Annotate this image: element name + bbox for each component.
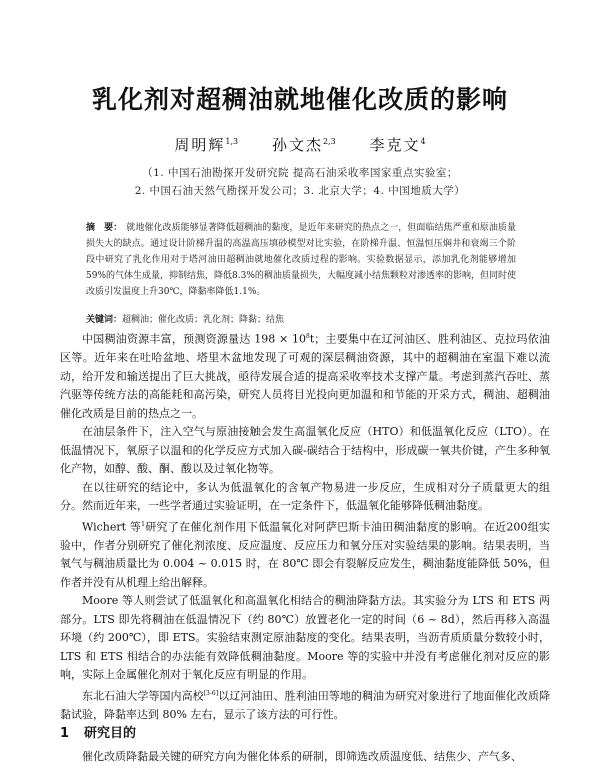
section-number: 1: [60, 726, 70, 741]
paragraph-text: t；主要集中在辽河油区、胜利油区、克拉玛依油区等。近年来在吐哈盆地、塔里木盆地发现了可观的深层稠油资源，其中的超稠油在室温下难以流动，给开发和输送提出了巨大挑战，亟待发展合适的提高采收率技术支撑产量。考虑到蒸汽吞吐、蒸汽驱等传统方法的高能耗和高污染，研究人员将目光投向更加温和和节能的开采方式，稠油、超稠油催化改质是目前的热点之一。: [60, 332, 550, 420]
citation-mark: 1: [141, 520, 145, 528]
abstract: [86, 220, 516, 300]
paragraph-text: Wichert 等: [82, 520, 142, 534]
paragraph: 在油层条件下，注入空气与原油接触会发生高温氧化反应（HTO）和低温氧化反应（LTO）。在低温情况下，氧原子以温和的化学反应方式加入碳-碳结合于结构中，形成碳一氧共价键，产生多种氧化产物，如醇、酸、酮、酸以及过氧化物等。: [60, 425, 550, 476]
author-affil-mark: 4: [420, 137, 426, 146]
paragraph: 催化改质降黏最关键的研究方向为催化体系的研制，即筛选改质温度低、结焦少、产气多、: [82, 750, 522, 763]
paragraph-text: 中国稠油资源丰富，预测资源量达 198 × 10: [82, 332, 306, 346]
paragraph: [60, 685, 550, 725]
keywords-text: 超稠油；催化改质；乳化剂；降黏；结焦: [122, 315, 285, 325]
citation-mark: [3-6]: [203, 689, 219, 697]
author-name: 李克文: [369, 136, 421, 154]
abstract-label: 摘 要：: [86, 223, 123, 233]
affiliation-line-2: 2. 中国石油天然气勘探开发公司；3. 北京大学；4. 中国地质大学）: [134, 185, 466, 197]
author-affil-mark: 2,3: [322, 137, 336, 146]
keywords: [86, 312, 516, 325]
body-text: [60, 328, 550, 724]
keywords-label: 关键词：: [86, 315, 123, 325]
paper-title: 乳化剂对超稠油就地催化改质的影响: [91, 85, 508, 114]
author-name: 周明辉: [174, 136, 226, 154]
author-affil-mark: 1,3: [225, 137, 239, 146]
paragraph: [60, 516, 550, 593]
exponent: 8: [305, 333, 310, 340]
paragraph: 在以往研究的结论中，多认为低温氧化的含氧产物易进一步反应，生成相对分子质量更大的组分。然而近年来，一些学者通过实验证明，在一定条件下，低温氧化能够降低稠油黏度。: [60, 480, 550, 513]
paragraph-text: 东北石油大学等国内高校: [82, 689, 204, 703]
abstract-text: 就地催化改质能够显著降低超稠油的黏度，是近年来研究的热点之一，但面临结焦严重和原油质量损失大的缺点。通过设计阶梯升温的高温高压填砂模型对比实验，在阶梯升温、恒温恒压焖井和衰竭三个阶段中研究了乳化作用对于塔河油田超稠油就地催化改质过程的影响。实验数据显示，添加乳化剂能够增加59%的气体生成量，抑制结焦，降低8.3%的稠油质量损失，大幅度减小结焦颗粒对渗透率的影响，但同时使改质引发温度上升30℃，降黏率降低1.1%。: [86, 223, 516, 297]
author-line: [0, 134, 600, 155]
paragraph: Moore 等人则尝试了低温氧化和高温氧化相结合的稠油降黏方法。其实验分为 LTS 和 ETS 两部分。LTS 即先将稠油在低温情况下（约 80℃）放置老化一定的时间（6 ~ 8d），然后再移入高温环境（约 200℃），即 ETS。实验结束测定原油黏度的变化。结果表明，当沥青质质量分数较小时，LTS 和 ETS 相结合的办法能有效降低稠油黏度。Moore 等的实验中并没有考虑催化剂对反应的影响，实际上金属催化剂对于氧化反应有明显的作用。: [60, 594, 550, 682]
paragraph-text: 研究了在催化剂作用下低温氧化对阿萨巴斯卡油田稠油黏度的影响。在近200组实验中，作者分别研究了催化剂浓度、反应温度、反应压力和氧分压对实验结果的影响。结果表明，当氧气与稠油质量比为 0.004 ~ 0.015 时，在 80℃ 即会有裂解反应发生，稠油黏度能降低 50%，但作者并没有从机理上给出解释。: [60, 520, 550, 589]
paragraph-text: 以辽河油田、胜利油田等地的稠油为研究对象进行了地面催化改质降黏试验，降黏率达到 80% 左右，显示了该方法的可行性。: [60, 689, 551, 721]
section-title: 研究目的: [84, 726, 137, 741]
section-heading: [60, 722, 550, 741]
author-name: 孙文杰: [271, 136, 323, 154]
affiliation-line-1: （1. 中国石油勘探开发研究院 提高石油采收率国家重点实验室；: [142, 167, 458, 179]
paragraph: [60, 328, 550, 423]
